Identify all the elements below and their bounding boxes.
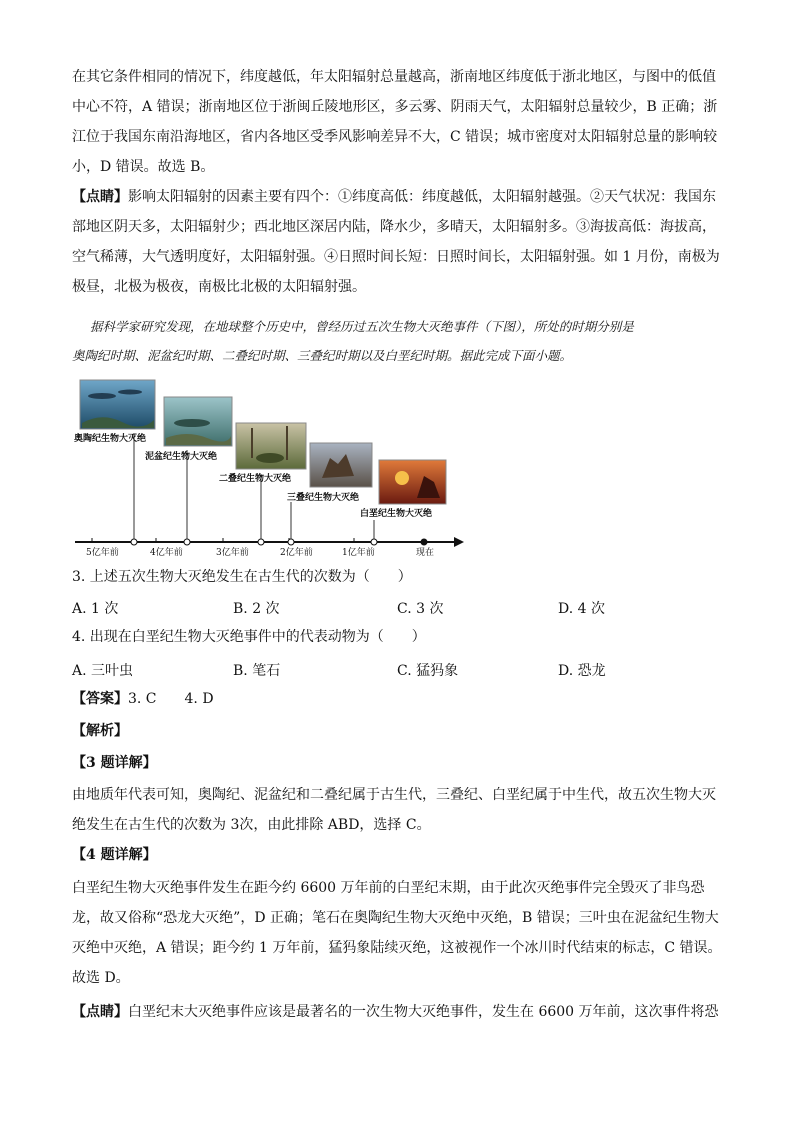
mass-extinction-timeline [72,378,472,563]
tick-label: 现在 [416,548,435,558]
text-line: 空气稀薄，大气透明度好，太阳辐射强。④日照时间长短：日照时间长，太阳辐射强。如 1 月份，南极为 [72,249,720,265]
tick-label: 4亿年前 [150,548,183,558]
text-line: 江位于我国东南沿海地区，省内各地区受季风影响差异不大，C 错误；城市密度对太阳辐射总量的影响较 [72,129,718,145]
paragraph-dianjing-1 [72,182,720,302]
q3-option-d: D. 4 次 [558,601,605,617]
event-label-cretaceous: 白垩纪生物大灭绝 [360,509,433,519]
event-label-ordovician: 奥陶纪生物大灭绝 [74,434,147,444]
event-point-devonian [184,539,190,545]
text-line: 小，D 错误。故选 B。 [72,159,215,175]
text-line: 龙，故又俗称“恐龙大灭绝”，D 正确；笔石在奥陶纪生物大灭绝中灭绝，B 错误；三叶虫在泥盆纪生物大 [72,910,719,926]
answer-text: 3. C 4. D [128,691,214,707]
paragraph-dianjing-2 [72,997,720,1027]
detail-4-tag: 【4 题详解】 [72,847,157,863]
tick-label: 3亿年前 [216,548,249,558]
text-span: 影响太阳辐射的因素主要有四个：①纬度高低：纬度越低，太阳辐射越强。②天气状况：我国东 [128,189,716,205]
text-span: 白垩纪末大灭绝事件应该是最著名的一次生物大灭绝事件，发生在 6600 万年前，这次事件将恐 [128,1004,719,1020]
dianjing-tag: 【点睛】 [72,1004,128,1020]
text-line [72,997,720,1027]
ordovician-picture [80,380,155,429]
event-point-permian [258,539,264,545]
text-line: 中心不符，A 错误；浙南地区位于浙闽丘陵地形区，多云雾、阴雨天气，太阳辐射总量较少，B 正确；浙 [72,99,718,115]
text-line: 由地质年代表可知，奥陶纪、泥盆纪和二叠纪属于古生代，三叠纪、白垩纪属于中生代，故五次生物大灭 [72,787,716,803]
permian-picture [236,423,306,469]
text-line: 部地区阴天多，太阳辐射少；西北地区深居内陆，降水少，多晴天，太阳辐射多。③海拔高低：海拔高， [72,219,716,235]
detail-3-tag: 【3 题详解】 [72,755,157,771]
question-3-stem: 3. 上述五次生物大灭绝发生在古生代的次数为（ ） [72,569,412,585]
q4-option-b: B. 笔石 [233,663,281,679]
event-label-devonian: 泥盆纪生物大灭绝 [145,452,218,462]
text-line: 奥陶纪时期、泥盆纪时期、二叠纪时期、三叠纪时期以及白垩纪时期。据此完成下面小题。 [72,348,573,363]
question-4-stem: 4. 出现在白垩纪生物大灭绝事件中的代表动物为（ ） [72,629,426,645]
triassic-picture [310,443,372,487]
q3-option-a: A. 1 次 [72,601,119,617]
q4-option-c: C. 猛犸象 [397,663,459,679]
text-line: 极昼，北极为极夜，南极比北极的太阳辐射强。 [72,279,366,295]
text-line: 据科学家研究发现，在地球整个历史中，曾经历过五次生物大灭绝事件（下图），所处的时期分别是 [90,319,634,334]
detail-3-body [72,780,720,840]
question-intro [72,312,722,370]
answer-line [72,684,214,714]
detail-4-body [72,873,720,993]
event-label-permian: 二叠纪生物大灭绝 [219,474,292,484]
answer-tag: 【答案】 [72,691,128,707]
tick-label: 1亿年前 [342,548,375,558]
event-point-ordovician [131,539,137,545]
q3-option-b: B. 2 次 [233,601,280,617]
text-line: 白垩纪生物大灭绝事件发生在距今约 6600 万年前的白垩纪末期，由于此次灭绝事件完全毁灭了非鸟恐 [72,880,705,896]
text-line: 故选 D。 [72,970,130,986]
cretaceous-picture [379,460,446,504]
q3-option-c: C. 3 次 [397,601,444,617]
axis-arrow [454,537,464,547]
q4-option-a: A. 三叶虫 [72,663,134,679]
text-line [72,182,720,212]
tick-label: 5亿年前 [86,548,119,558]
analysis-tag: 【解析】 [72,723,128,739]
devonian-picture [164,397,232,446]
event-label-triassic: 三叠纪生物大灭绝 [287,493,360,503]
text-line: 灭绝中灭绝，A 错误；距今约 1 万年前，猛犸象陆续灭绝，这被视作一个冰川时代结束的标志，C 错误。 [72,940,722,956]
tick-label: 2亿年前 [280,548,313,558]
text-line: 在其它条件相同的情况下，纬度越低，年太阳辐射总量越高，浙南地区纬度低于浙北地区，与图中的低值 [72,69,716,85]
paragraph-analysis-prev [72,62,720,182]
q4-option-d: D. 恐龙 [558,663,606,679]
text-line: 绝发生在古生代的次数为 3次，由此排除 ABD，选择 C。 [72,817,431,833]
dianjing-tag: 【点睛】 [72,189,128,205]
